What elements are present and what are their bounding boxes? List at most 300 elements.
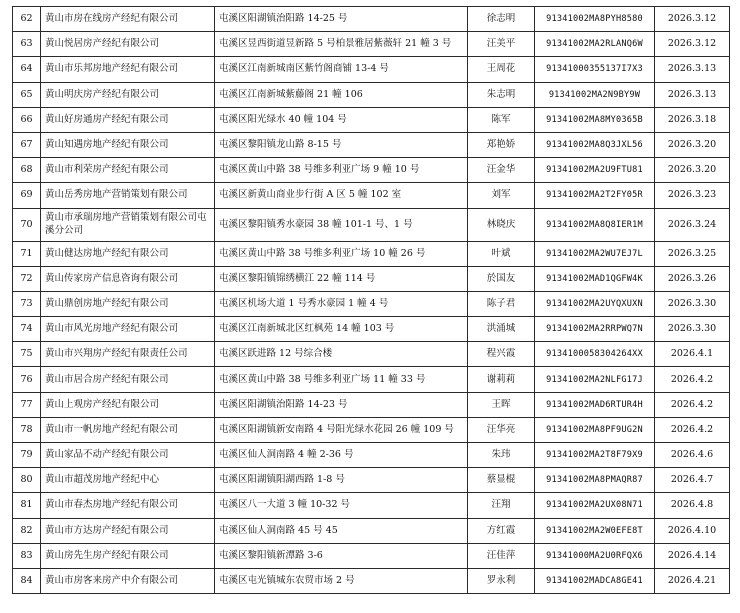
table-row [13,367,730,392]
credit-code-text: 91341002MA2T2FY05R [546,190,643,201]
company-address [215,518,468,543]
company-address-text: 屯溪区黄山中路 38 号维多利亚广场 9 幢 10 号 [219,164,420,176]
company-name [41,183,215,208]
record-date [655,132,730,157]
record-date [655,208,730,241]
table-row [13,158,730,183]
person-in-charge [468,32,535,57]
row-number [13,443,41,468]
person-in-charge [468,468,535,493]
person-in-charge [468,568,535,593]
person-in-charge-text: 刘军 [491,189,511,201]
record-date [655,317,730,342]
record-date-text: 2026.4.14 [667,549,717,561]
record-date-text: 2026.3.23 [667,189,717,201]
company-address [215,107,468,132]
table-row [13,183,730,208]
person-in-charge-text: 洪涌城 [486,323,516,335]
company-name-text: 黄山市一帆房地产经纪有限公司 [45,423,179,435]
person-in-charge-text: 郑艳娇 [486,139,516,151]
row-number [13,468,41,493]
person-in-charge [468,342,535,367]
row-number-text: 71 [20,247,33,259]
company-address-text: 屯溪区昱西街道昱新路 5 号柏景雅居紫薇轩 21 幢 3 号 [219,38,452,50]
company-name-text: 黄山好房通房产经纪有限公司 [45,113,169,125]
person-in-charge-text: 林晓庆 [486,218,516,230]
company-name-text: 黄山房先生房产经纪有限公司 [45,549,169,561]
record-date-text: 2026.3.13 [667,63,717,75]
row-number-text: 62 [20,13,33,25]
row-number-text: 75 [20,348,33,360]
row-number [13,132,41,157]
company-address [215,132,468,157]
company-address-text: 屯溪区江南新城北区红枫苑 14 幢 103 号 [219,323,395,335]
table-row [13,291,730,316]
company-address-text: 屯溪区阳光绿水 40 幢 104 号 [219,113,347,125]
row-number [13,568,41,593]
record-date-text: 2026.3.25 [667,247,717,259]
credit-code-text: 91341002MA8Q8IER1M [546,219,643,230]
company-address-text: 屯溪区黎阳镇龙山路 8-15 号 [219,139,342,151]
company-name-text: 黄山市春杰房地产经纪有限公司 [45,499,179,511]
company-name-text: 黄山市承瑞房地产营销策划有限公司屯溪分公司 [45,212,207,236]
row-number [13,183,41,208]
table-row [13,82,730,107]
company-name-text: 黄山市居合房产经纪有限公司 [45,373,169,385]
company-name-text: 黄山市风光房地产经纪有限公司 [45,323,179,335]
record-date [655,158,730,183]
company-name-text: 黄山上观房产经纪有限公司 [45,398,160,410]
company-name-text: 黄山明庆房产经纪有限公司 [45,88,160,100]
person-in-charge [468,518,535,543]
record-date [655,568,730,593]
row-number-text: 69 [20,189,33,201]
record-date [655,342,730,367]
company-address-text: 屯溪区新黄山商业步行街 A 区 5 幢 102 室 [219,189,402,201]
person-in-charge-text: 王晖 [491,398,511,410]
company-name [41,158,215,183]
record-date-text: 2026.4.1 [670,348,714,360]
row-number-text: 84 [20,575,33,587]
company-address [215,342,468,367]
credit-code [535,543,655,568]
record-date [655,57,730,82]
person-in-charge-text: 陈军 [491,113,511,125]
company-name-text: 黄山知遇房地产经纪有限公司 [45,139,169,151]
person-in-charge [468,417,535,442]
company-address-text: 屯溪区机场大道 1 号秀水豪园 1 幢 4 号 [219,297,389,309]
row-number-text: 83 [20,549,33,561]
registry-table [12,6,730,594]
table-body [13,7,730,594]
credit-code [535,317,655,342]
credit-code-text: 91341000MA2U0RFQX6 [546,550,643,561]
company-name [41,392,215,417]
credit-code [535,518,655,543]
credit-code-text: 9134100058304264XX [546,349,643,360]
credit-code-text: 91341002MA8MY0365B [546,114,643,125]
row-number [13,158,41,183]
person-in-charge [468,158,535,183]
credit-code-text: 91341002MA8PYH8580 [546,14,643,25]
company-name-text: 黄山市利荣房产经纪有限公司 [45,164,169,176]
person-in-charge [468,208,535,241]
credit-code-text: 91341002MA2RRPWQ7N [546,324,643,335]
row-number [13,342,41,367]
person-in-charge-text: 方红霞 [486,524,516,536]
company-name [41,291,215,316]
company-name-text: 黄山鼎创房地产经纪有限公司 [45,297,169,309]
row-number-text: 64 [20,63,33,75]
table-row [13,32,730,57]
company-address [215,468,468,493]
person-in-charge-text: 於国友 [486,272,516,284]
company-address-text: 屯溪区跃进路 12 号综合楼 [219,348,333,360]
credit-code-text: 91341002MA2N9BY9W [548,89,641,100]
row-number-text: 76 [20,373,33,385]
credit-code [535,417,655,442]
row-number [13,317,41,342]
credit-code-text: 91341002MA2W0EFE8T [546,525,643,536]
person-in-charge-text: 陈子君 [486,297,516,309]
row-number [13,82,41,107]
credit-code [535,241,655,266]
credit-code-text: 91341000355137I7X3 [546,64,643,75]
credit-code-text: 91341002MAD1QGFW4K [546,273,643,284]
record-date-text: 2026.4.2 [670,423,714,435]
credit-code-text: 91341002MA8PMAQR87 [546,475,643,486]
table-row [13,493,730,518]
company-name [41,208,215,241]
row-number-text: 80 [20,474,33,486]
table-row [13,443,730,468]
record-date [655,7,730,32]
person-in-charge [468,266,535,291]
person-in-charge-text: 徐志明 [486,13,516,25]
company-address [215,317,468,342]
company-name [41,82,215,107]
row-number [13,241,41,266]
company-name-text: 黄山家品不动产经纪有限公司 [45,449,169,461]
company-name [41,266,215,291]
credit-code-text: 91341002MA2U9FTU81 [546,165,643,176]
company-address-text: 屯溪区黎阳镇锦绣横江 22 幢 114 号 [219,272,376,284]
credit-code [535,7,655,32]
person-in-charge [468,183,535,208]
company-name [41,518,215,543]
company-address-text: 屯溪区阳湖镇治阳路 14-25 号 [219,13,348,25]
table-row [13,57,730,82]
credit-code [535,392,655,417]
row-number-text: 67 [20,139,33,151]
credit-code-text: 91341002MA8PF9UG2N [546,424,643,435]
row-number-text: 70 [20,218,33,230]
company-address-text: 屯溪区黎阳镇新潭路 3-6 [219,549,323,561]
row-number-text: 63 [20,38,33,50]
row-number-text: 82 [20,524,33,536]
record-date-text: 2026.3.26 [667,272,717,284]
company-name [41,32,215,57]
credit-code-text: 91341002MA2UYQXUXN [546,298,643,309]
credit-code-text: 91341002MA2RLANQ6W [546,39,643,50]
row-number-text: 72 [20,272,33,284]
company-name [41,57,215,82]
company-address-text: 屯溪区阳湖镇阳湖西路 1-8 号 [219,474,345,486]
credit-code [535,367,655,392]
company-name [41,493,215,518]
record-date-text: 2026.3.12 [667,38,717,50]
credit-code-text: 91341002MA2UX08N71 [546,500,643,511]
company-name [41,317,215,342]
company-name-text: 黄山传家房产信息咨询有限公司 [45,272,179,284]
company-address-text: 屯溪区仙人洞南路 45 号 45 [219,524,338,536]
company-address [215,417,468,442]
record-date-text: 2026.3.20 [667,139,717,151]
credit-code [535,493,655,518]
person-in-charge-text: 罗永利 [486,575,516,587]
person-in-charge-text: 蔡显棍 [486,474,516,486]
company-name-text: 黄山岳秀房地产营销策划有限公司 [45,189,188,201]
person-in-charge [468,543,535,568]
credit-code [535,291,655,316]
company-name-text: 黄山市房在线房产经纪有限公司 [45,13,179,25]
row-number [13,32,41,57]
credit-code-text: 91341002MADCA8GE41 [546,576,643,587]
company-address [215,158,468,183]
company-address [215,543,468,568]
person-in-charge [468,82,535,107]
table-row [13,7,730,32]
company-name-text: 黄山市乐邦房地产经纪有限公司 [45,63,179,75]
person-in-charge-text: 汪华亮 [486,423,516,435]
table-row [13,241,730,266]
person-in-charge [468,367,535,392]
person-in-charge-text: 程兴霞 [486,348,516,360]
record-date [655,493,730,518]
credit-code [535,266,655,291]
person-in-charge-text: 谢莉莉 [486,373,516,385]
company-name-text: 黄山悦居房产经纪有限公司 [45,38,160,50]
person-in-charge [468,443,535,468]
row-number-text: 66 [20,113,33,125]
record-date [655,266,730,291]
company-name [41,241,215,266]
credit-code [535,342,655,367]
person-in-charge [468,241,535,266]
credit-code [535,82,655,107]
company-name [41,443,215,468]
company-name [41,417,215,442]
person-in-charge-text: 朱玮 [491,449,511,461]
record-date-text: 2026.4.21 [667,575,717,587]
credit-code-text: 91341002MA8Q3JXL56 [546,140,643,151]
person-in-charge-text: 叶斌 [491,247,511,259]
person-in-charge-text: 汪美平 [486,38,516,50]
person-in-charge [468,493,535,518]
record-date [655,392,730,417]
record-date [655,107,730,132]
credit-code-text: 91341002MAD6RTUR4H [546,399,643,410]
record-date-text: 2026.3.24 [667,218,717,230]
row-number-text: 73 [20,297,33,309]
company-address-text: 屯溪区仙人洞南路 4 幢 2-36 号 [219,449,354,461]
row-number [13,7,41,32]
company-address-text: 屯溪区八一大道 3 幢 10-32 号 [219,499,351,511]
row-number-text: 77 [20,398,33,410]
table-row [13,468,730,493]
person-in-charge-text: 汪金华 [486,164,516,176]
credit-code [535,132,655,157]
row-number-text: 78 [20,423,33,435]
record-date [655,82,730,107]
company-name-text: 黄山市超茂房地产经纪中心 [45,474,160,486]
company-name [41,342,215,367]
record-date-text: 2026.4.7 [670,474,714,486]
row-number [13,266,41,291]
company-name-text: 黄山市兴翔房产经纪有限责任公司 [45,348,188,360]
company-address [215,367,468,392]
company-address-text: 屯溪区江南新城紫藤阁 21 幢 106 [219,88,363,100]
table-row [13,132,730,157]
credit-code [535,568,655,593]
credit-code [535,183,655,208]
credit-code [535,32,655,57]
row-number-text: 74 [20,323,33,335]
row-number [13,392,41,417]
company-address [215,392,468,417]
credit-code [535,158,655,183]
company-address [215,266,468,291]
company-address-text: 屯溪区江南新城南区紫竹阁商铺 13-4 号 [219,63,389,75]
row-number-text: 65 [20,88,33,100]
company-address [215,291,468,316]
credit-code [535,468,655,493]
row-number [13,543,41,568]
row-number [13,208,41,241]
credit-code [535,57,655,82]
record-date [655,518,730,543]
person-in-charge [468,7,535,32]
row-number [13,367,41,392]
company-address [215,183,468,208]
record-date-text: 2026.4.2 [670,373,714,385]
row-number [13,493,41,518]
person-in-charge [468,57,535,82]
record-date-text: 2026.3.12 [667,13,717,25]
record-date-text: 2026.4.6 [670,449,714,461]
table-row [13,392,730,417]
company-address [215,568,468,593]
company-name [41,468,215,493]
credit-code-text: 91341002MA2NLFG17J [546,374,643,385]
credit-code-text: 91341002MA2WU7EJ7L [546,248,643,259]
row-number [13,417,41,442]
company-address-text: 屯溪区黎阳镇秀水豪园 38 幢 101-1 号、1 号 [219,218,413,230]
table-row [13,317,730,342]
record-date-text: 2026.4.10 [667,524,717,536]
credit-code [535,107,655,132]
record-date [655,183,730,208]
person-in-charge-text: 王周花 [486,63,516,75]
credit-code-text: 91341002MA2T8F79X9 [546,450,643,461]
company-name [41,543,215,568]
table-row [13,417,730,442]
registry-table-container [12,6,729,594]
person-in-charge-text: 汪佳萍 [486,549,516,561]
person-in-charge-text: 朱志明 [486,88,516,100]
company-name [41,367,215,392]
company-name-text: 黄山健达房地产经纪有限公司 [45,247,169,259]
company-address [215,7,468,32]
record-date-text: 2026.3.20 [667,164,717,176]
person-in-charge [468,107,535,132]
row-number-text: 79 [20,449,33,461]
person-in-charge [468,291,535,316]
row-number-text: 81 [20,499,33,511]
company-address-text: 屯溪区阳湖镇治阳路 14-23 号 [219,398,348,410]
company-address-text: 屯溪区阳湖镇新安南路 4 号阳光绿水花园 26 幢 109 号 [219,423,454,435]
company-name-text: 黄山市方达房产经纪有限公司 [45,524,169,536]
row-number [13,518,41,543]
row-number [13,291,41,316]
table-row [13,107,730,132]
person-in-charge [468,392,535,417]
row-number [13,57,41,82]
record-date [655,367,730,392]
credit-code [535,443,655,468]
record-date [655,417,730,442]
person-in-charge [468,317,535,342]
record-date [655,543,730,568]
company-name-text: 黄山市房客来房产中介有限公司 [45,575,179,587]
record-date-text: 2026.4.8 [670,499,714,511]
record-date-text: 2026.3.30 [667,323,717,335]
record-date [655,291,730,316]
credit-code [535,208,655,241]
table-row [13,208,730,241]
company-address-text: 屯溪区屯光镇城东农贸市场 2 号 [219,575,355,587]
company-address-text: 屯溪区黄山中路 38 号维多利亚广场 10 幢 26 号 [219,247,426,259]
company-name [41,7,215,32]
row-number-text: 68 [20,164,33,176]
company-address [215,443,468,468]
row-number [13,107,41,132]
record-date [655,241,730,266]
company-name [41,107,215,132]
record-date [655,443,730,468]
record-date [655,468,730,493]
company-address [215,57,468,82]
company-address [215,82,468,107]
company-name [41,132,215,157]
company-address [215,241,468,266]
table-row [13,518,730,543]
table-row [13,568,730,593]
table-row [13,266,730,291]
person-in-charge-text: 汪翔 [491,499,511,511]
table-row [13,342,730,367]
record-date [655,32,730,57]
company-address [215,493,468,518]
record-date-text: 2026.3.13 [667,88,717,100]
company-address-text: 屯溪区黄山中路 38 号维多利亚广场 11 幢 33 号 [219,373,426,385]
table-row [13,543,730,568]
person-in-charge [468,132,535,157]
company-address [215,208,468,241]
record-date-text: 2026.3.30 [667,297,717,309]
company-address [215,32,468,57]
record-date-text: 2026.3.18 [667,113,717,125]
